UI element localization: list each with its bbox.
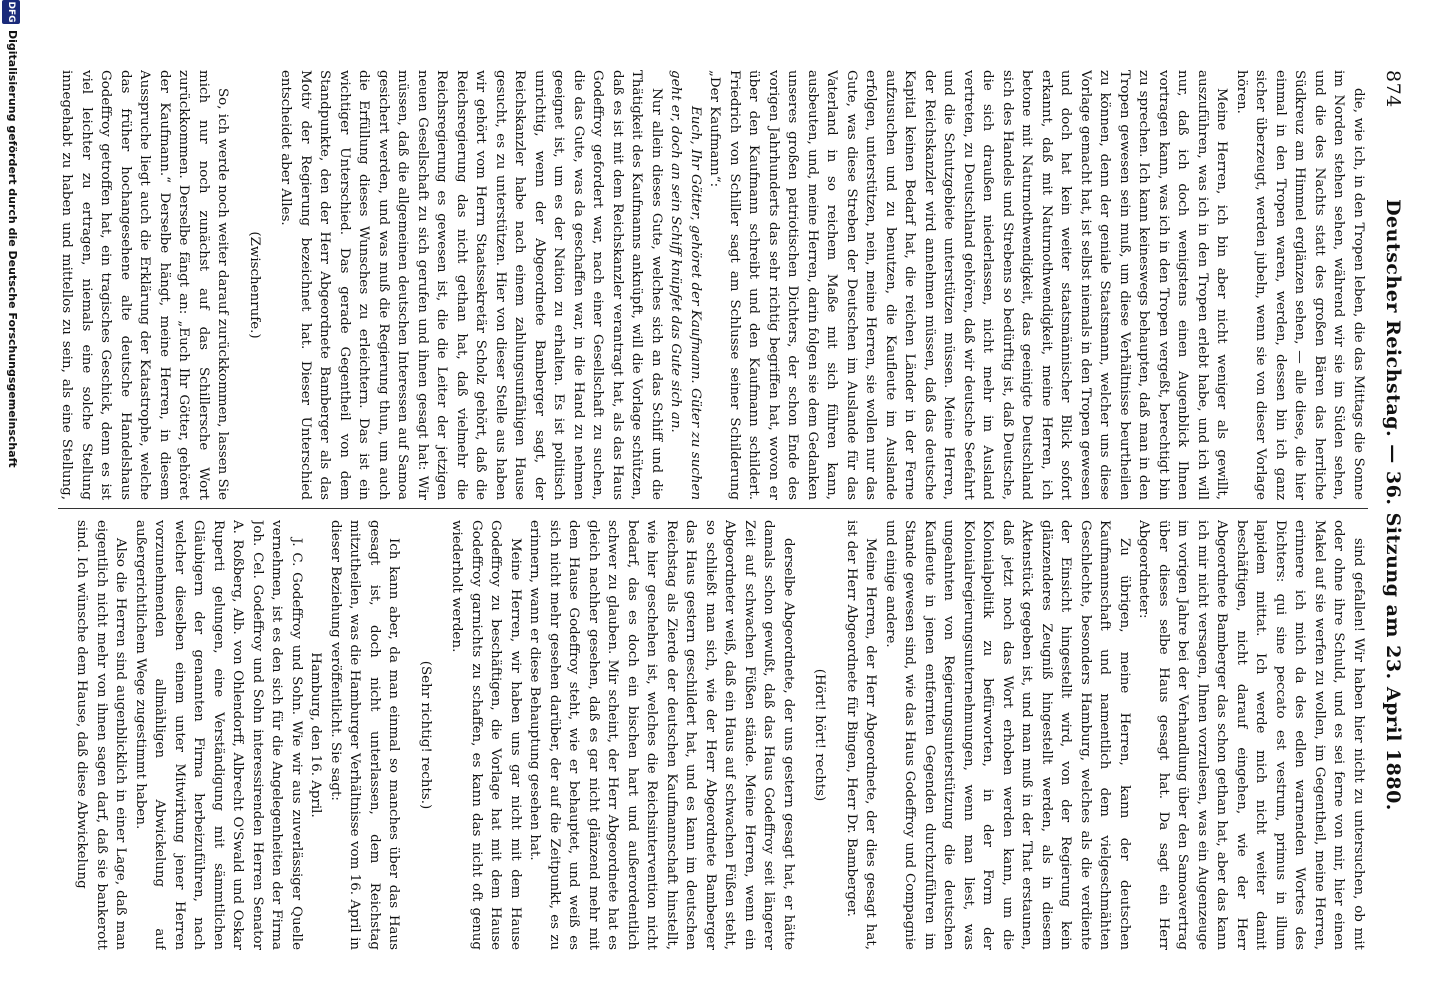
paragraph: sind gefallen! Wir haben hier nicht zu untersuchen, ob mit oder ohne ihre Schuld, und es sei ferne von mir, hier einen Makel auf sie werfen zu wollen, im Gegentheil, meine Herren, erinnere ich mich da des edlen warnenden Wortes des Dichters: qui sine peccato est vestrum, primus in illum lapidem mittat. Ich werde mich nicht weiter damit beschäftigen, nicht darauf eingehen, wie der Herr Abgeordnete Bamberger das schon gethan hat, aber das kann ich mir nicht versagen, Ihnen vorzulesen, was ein Augenzeuge im vorigen Jahre bei der Verhandlung über den Samoavertrag über dieses selbe Haus gesagt hat. Da sagt ein Herr Abgeordneter: (1136, 520, 1366, 950)
page-number: 874 (1382, 70, 1404, 108)
left-column (58, 70, 1368, 500)
digitization-footer (0, 0, 22, 1000)
paragraph: derselbe Abgeordnete, der uns gestern gesagt hat, er hätte damals schon gewußt, daß das Haus Godeffroy seit längerer Zeit auf schwachen Füßen stände. Meine Herren, wenn ein Abgeordneter weiß, daß ein Haus auf schwachen Füßen steht, so schließt man sich, wie der Herr Abgeordnete Bamberger das Haus gestern geschildert hat, und es kann im deutschen Reichstag als Zierde der deutschen Kaufmannschaft hinstellt, wie hier geschehen ist, welches die Reichsintervention nicht bedarf, das es doch ein bischen hart und außerordentlich schwer zu glauben. Mir scheint, der Herr Abgeordnete hat es gleich nachher gesehen, daß es gar nicht glänzend mehr mit dem Hause Godeffroy steht, wie er behauptet, und weiß es sich nicht mehr gesehen darüber, der auf die Zeitpunkt, es zu erinnern, wann er diese Behauptung gesehen hat. (527, 520, 796, 950)
right-column (58, 520, 1368, 950)
running-header (1378, 70, 1404, 940)
dateline: Hamburg, den 16. April. (308, 652, 324, 818)
paragraph: Meine Herren, wir haben uns gar nicht mit dem Hause Godeffroy zu beschäftigen, die Vorlage hat mit dem Hause Godeffroy garnichts zu schaffen, es kann das nicht oft genug wiederholt werden. (449, 520, 523, 950)
dfg-logo: DFG (2, 0, 20, 24)
quoted-passage: Zu übrigen, meine Herren, kann der deutschen Kaufmannschaft und namentlich dem vielgeschmähten Geschlechte, besonders Hamburg, welches als die verdiente der Einsicht hingestellt wird, von der Regierung kein glänzenderes Zeugniß hingestellt werden, als in diesem Aktenstück gegeben ist, und man muß in der That erstaunen, daß jetzt noch das Wort erhoben werden kann, um die Kolonialpolitik zu befürworten, in der Form der Kolonialregierungsunternehmungen, wenn man liest, was ungeahnten von Regierungsunterstützung die deutschen Kaufleute in jenen entfernten Gegenden durchzuführen im Stande gewesen sind, wie das Haus Godeffroy und Compagnie und einige andere. (883, 520, 1132, 950)
interjection: (Hört! hört! rechts) (812, 668, 828, 802)
paragraph: Also die Herren sind augenblicklich in einer Lage, daß man eigentlich nicht mehr von ihnen sagen darf, daß sie bankerott sind. Ich wünsche dem Hause, daß diese Abwickelung (74, 520, 129, 950)
digitization-credit: Digitalisierung gefördert durch die Deutsche Forschungsgemeinschaft (6, 30, 19, 468)
paragraph: Nur allein dieses Gute, welches sich an das Schiff und die Thätigkeit des Kaufmanns anknüpft, will die Vorlage schützen, daß es ist mit dem Reichskanzler verantragt hat, als das Haus Godeffroy gefordert war, nach einer Gesellschaft zu suchen, die das Gute, was da geschaffen war, in die Hand zu nehmen geeignet ist, um es der Nation zu erhalten. Es ist politisch unrichtig, wenn der Abgeordnete Bamberger sagt, der Reichskanzler habe nach einem zahlungsunfähigen Hause gesucht, es zu unterstützen. Hier von dieser Stelle aus haben wir gehört vom Herrn Staatssekretär Scholz gehört, daß die Reichsregierung das nicht gethan hat, daß vielmehr die Reichsregierung es gewesen ist, die die Leiter der jetzigen neuen Gesellschaft zu sich gerufen und ihnen gesagt hat: Wir müssen, daß die allgemeinen deutschen Interessen auf Samoa gesichert werden, und was muß die Regierung thun, um auch die Erfüllung dieses Wunsches zu erleichtern. Das ist ein wichtiger Unterschied. Das gerade Gegentheil von dem Standpunkte, den der Herr Abgeordnete Bamberger als das Motiv der Regierung bezeichnet hat. Dieser Unterschied entscheidet aber Alles. (278, 70, 664, 500)
column-divider (58, 508, 1368, 509)
interjection: (Sehr richtig! rechts.) (418, 660, 433, 810)
paragraph: Ich kann aber, da man einmal so manches über das Haus gesagt ist, doch nicht unterlassen, dem Reichstag mitzutheilen, was die Hamburger Verhältnisse vom 16. April in dieser Beziehung veröffentlicht. Sie sagt: (328, 520, 402, 950)
quoted-passage: J. C. Godeffroy und Sohn. Wie wir aus zuverlässiger Quelle vernehmen, ist es den sich für die Angelegenheiten der Firma Joh. Cel. Godeffroy und Sohn interessirenden Herren Senator A. Roßberg, Alb. von Ohlendorff, Albrecht O'Swald und Oskar Ruperti gelungen, eine Verständigung mit sämmtlichen Gläubigern der genannten Firma herbeizuführen, nach welcher dieselben einem unter Mitwirkung jener Herren vorzunehmenden allmähligen Abwickelung auf außergerichtlichem Wege zugestimmt haben. (133, 520, 304, 950)
interjection: (Zwischenrufe.) (247, 231, 262, 339)
verse-quote: Euch, Ihr Götter, gehöret der Kaufmann. Güter zu suchen geht er, doch an sein Schiff knüpfet das Gute sich an. (668, 70, 703, 500)
paragraph: die, wie ich, in den Tropen leben, die das Mittags die Sonne im Norden stehen sehen, während wir sie im Süden sehen, und die des Nachts statt des großen Bären das herrliche Südkreuz am Himmel erglänzen sehen, — alle diese, die hier einmal in den Tropen waren, werden, dessen bin ich ganz sicher überzeugt, werden jubeln, wenn sie von dieser Vorlage hören. (1234, 70, 1366, 500)
paragraph: Meine Herren, der Herr Abgeordnete, der dies gesagt hat, ist der Herr Abgeordnete für Bingen, Herr Dr. Bamberger. (844, 520, 879, 950)
paragraph: So, ich werde noch weiter darauf zurückkommen, lassen Sie mich nur noch zunächst auf das Schillersche Wort zurückkommen. Derselbe fängt an: „Euch Ihr Götter, gehöret der Kaufmann.“ Derselbe hängt, meine Herren, in diesem Ausspruche liegt auch die Erklärung der Katastrophe, welche das früher hochangesehene alte deutsche Handelshaus Godeffroy getroffen hat, ein tragisches Geschick, denn es ist viel leichter zu ertragen, niemals eine solche Stellung innegehabt zu haben und mittellos zu sein, als eine Stellung, (59, 70, 231, 500)
paragraph: Meine Herren, ich bin aber nicht weniger als gewillt, auszuführen, was ich in den Tropen erlebt habe, und ich will nur, daß ich doch wenigstens einen Augenblick Ihnen vortragen kann, was ich in den Tropen vergeßt, berechtigt bin zu sprechen. Ich kann keineswegs behaupten, daß man in den Tropen gewesen sein muß, um diese Verhältnisse beurtheilen zu können, denn der geniale Staatsmann, welcher uns diese Vorlage gemacht hat, ist selbst niemals in den Tropen gewesen und doch hat kein weiter staatsmännischer Blick sofort erkannt, daß mit Naturnothwendigkeit, meine Herren, ich betone mit Naturnothwendigkeit, das geeinigte Deutschland sich des Handels und Strebens so bedürftig ist, daß Deutsche, die sich draußen niederlassen, nicht mehr im Ausland vertreten, zu Deutschland gehören, daß wir deutsche Seefahrt und die Schutzgebiete unterstützen müssen. Meine Herren, der Reichskanzler wird annehmen müssen, daß das deutsche Kapital keinen Bedarf hat, die reichen Länder in der Ferne aufzusuchen und zu benutzen, die Kaufleute im Auslande erfolgen, unterstützen, nein, meine Herren, sie wollen nur das Gute, was diese Streben der Deutschen im Auslande für das Vaterland in so reichem Maße mit sich führen kann, ausbeuten, und, meine Herren, darin folgen sie dem Gedanken unseres großen patriotischen Dichters, der schon Ende des vorigen Jahrhunderts das sehr richtig begriffen hat, wovon er über den Kaufmann schreibt und den Kaufmann schildert. Friedrich von Schiller sagt am Schlusse seiner Schilderung „Der Kaufmann“: (707, 70, 1230, 500)
running-title: Deutscher Reichstag. — 36. Sitzung am 23. April 1880. (1382, 199, 1404, 811)
